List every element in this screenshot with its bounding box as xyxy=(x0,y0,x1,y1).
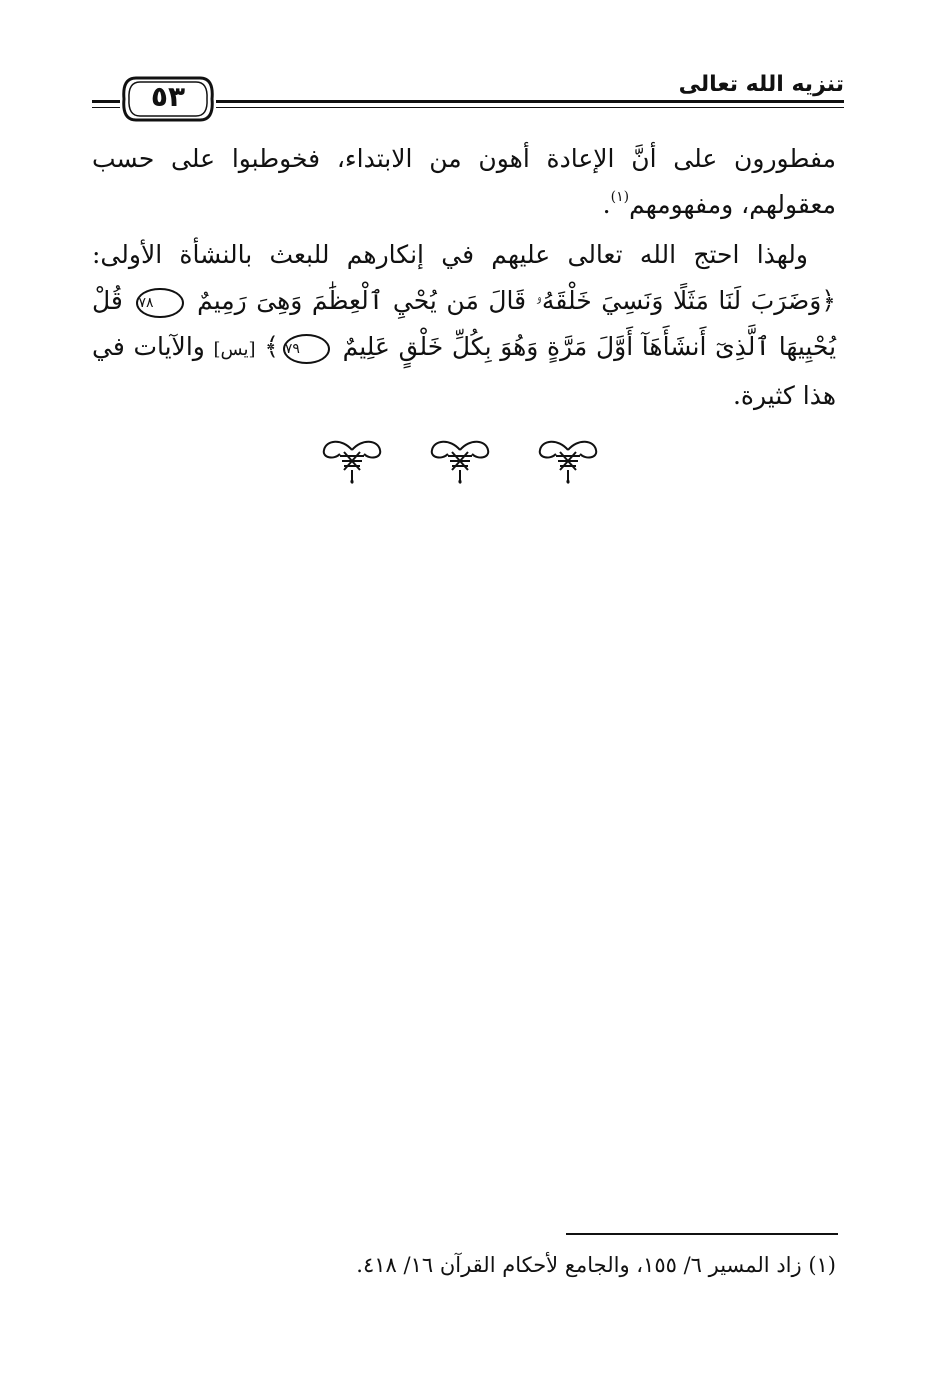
footnote: (١) زاد المسير ٦/ ١٥٥، والجامع لأحكام القرآن ١٦/ ٤١٨. xyxy=(356,1253,836,1277)
quran-verse-part-1: وَضَرَبَ لَنَا مَثَلًا وَنَسِيَ خَلْقَهُۥ قَالَ مَن يُحْيِ ٱلْعِظَٰمَ وَهِىَ رَمِيمٌ xyxy=(197,286,822,315)
page-number: ٥٣ xyxy=(150,80,186,113)
floral-ornament-icon xyxy=(428,436,492,486)
quran-verse-part-2: قُلْ يُحْيِيهَا ٱلَّذِىٓ أَنشَأَهَآ أَوَّلَ مَرَّةٍ وَهُوَ بِكُلِّ خَلْقٍ عَلِيمٌ xyxy=(92,286,837,361)
paragraph-2 xyxy=(92,232,836,419)
paragraph-1 xyxy=(92,136,836,232)
footnote-reference: (١) xyxy=(610,189,630,205)
floral-ornament-icon xyxy=(320,436,384,486)
paragraph-2-end: والآيات في هذا كثيرة. xyxy=(92,332,836,410)
ayah-number-icon: ٧٩ xyxy=(283,334,330,364)
quran-bracket-close: ﴾ xyxy=(264,332,279,361)
paragraph-1-text: مفطورون على أنَّ الإعادة أهون من الابتداء، فخوطبوا على حسب معقولهم، ومفهومهم xyxy=(92,144,836,219)
floral-ornament-icon xyxy=(536,436,600,486)
main-text xyxy=(92,136,836,419)
running-title: تنزيه الله تعالى xyxy=(678,72,844,97)
sura-reference: [يس] xyxy=(213,339,256,360)
footnote-separator xyxy=(566,1233,838,1235)
header-rule xyxy=(216,100,844,108)
page-number-frame xyxy=(122,74,214,124)
header-rule-short xyxy=(92,100,120,108)
paragraph-1-end: . xyxy=(602,190,611,219)
quran-bracket-open: ﴿ xyxy=(821,286,837,315)
page-header xyxy=(88,62,844,122)
section-divider xyxy=(320,436,600,486)
paragraph-2-intro: ولهذا احتج الله تعالى عليهم في إنكارهم للبعث بالنشأة الأولى: xyxy=(92,240,808,269)
ayah-number-icon: ٧٨ xyxy=(136,288,183,318)
